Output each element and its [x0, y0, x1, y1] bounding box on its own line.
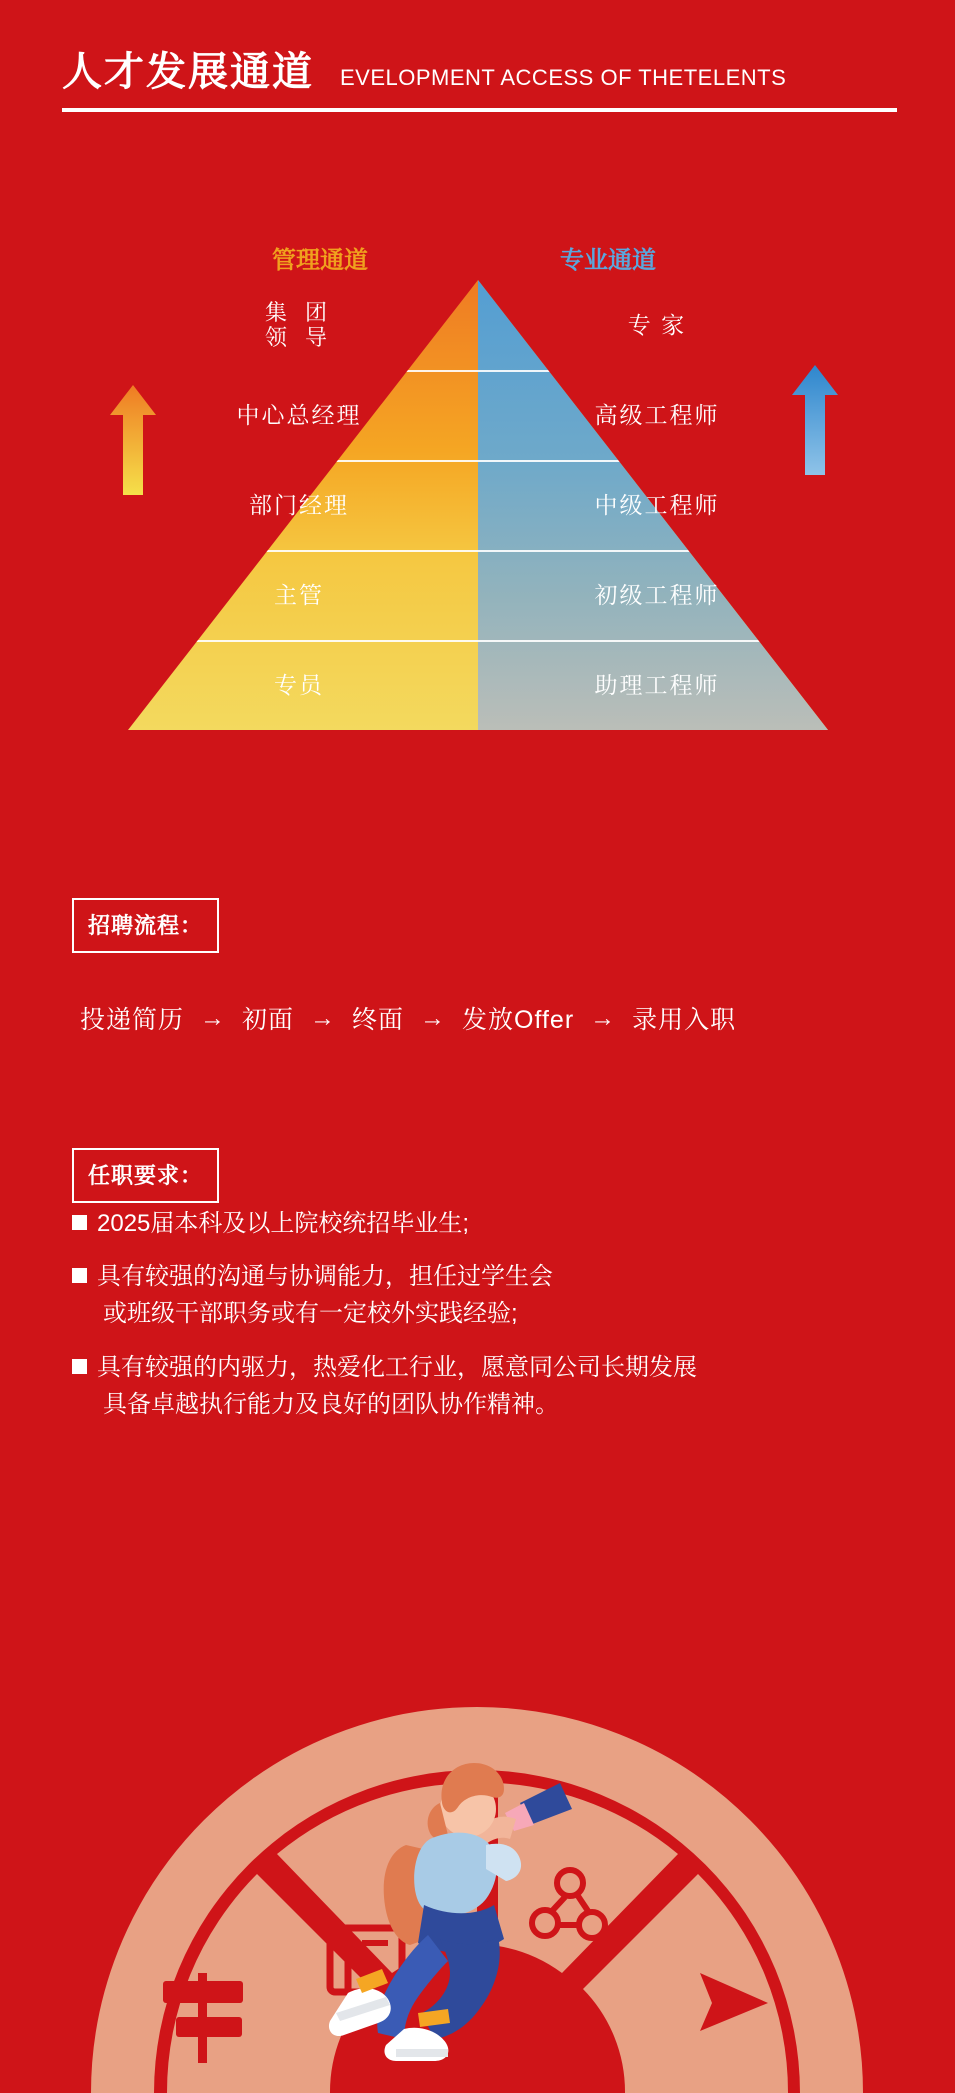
recruit-process-flow: [80, 1000, 910, 1036]
requirement-line2: 或班级干部职务或有一定校外实践经验;: [103, 1300, 518, 1328]
flow-step-2: 初面: [242, 1006, 295, 1034]
tier-5-right: 助理工程师: [594, 671, 720, 698]
list-item: [72, 1205, 912, 1242]
requirements-heading: 任职要求：: [72, 1148, 219, 1203]
flow-arrow-icon: →: [310, 1003, 337, 1032]
recruit-process-heading: 招聘流程：: [72, 898, 219, 953]
flow-arrow-icon: →: [420, 1003, 447, 1032]
flow-step-5: 录用入职: [632, 1006, 737, 1034]
tier-3-right: 中级工程师: [594, 491, 720, 518]
pyramid-row: [128, 640, 828, 730]
tier-3-left: 部门经理: [249, 491, 349, 518]
pyramid-row: [128, 370, 828, 460]
requirement-text: [97, 1205, 469, 1242]
poster-header: [62, 52, 897, 112]
pyramid-graphic: [128, 280, 828, 730]
tier-1-left: [128, 300, 478, 351]
requirement-line1: 2025届本科及以上院校统招毕业生;: [97, 1210, 470, 1237]
flow-arrow-icon: →: [590, 1003, 617, 1032]
management-channel-label: 管理通道: [272, 247, 368, 274]
flow-step-3: 终面: [352, 1006, 405, 1034]
tier-1-left-line2: 领 导: [264, 325, 334, 350]
requirement-line1: 具有较强的沟通与协调能力，担任过学生会: [97, 1263, 553, 1291]
pyramid-row: [128, 550, 828, 640]
requirement-line1: 具有较强的内驱力，热爱化工行业，愿意同公司长期发展: [97, 1353, 697, 1381]
requirement-text: [97, 1258, 553, 1332]
bullet-square-icon: [72, 1359, 87, 1374]
bullet-square-icon: [72, 1268, 87, 1283]
requirement-line2: 具备卓越执行能力及良好的团队协作精神。: [103, 1390, 559, 1418]
list-item: [72, 1258, 912, 1332]
tier-5-left: 专员: [274, 671, 324, 698]
flow-step-1: 投递简历: [80, 1006, 185, 1034]
tier-1-left-line1: 集 团: [264, 299, 334, 325]
career-pyramid-section: [0, 230, 955, 790]
bottom-illustration: [0, 1473, 955, 2093]
page-title: 人才发展通道: [62, 50, 314, 94]
pyramid-row: [128, 280, 828, 370]
flow-step-4: 发放Offer: [462, 1006, 575, 1034]
tier-2-left: 中心总经理: [236, 401, 362, 428]
flow-arrow-icon: →: [200, 1003, 227, 1032]
tier-4-right: 初级工程师: [594, 581, 720, 608]
header-title-row: [62, 52, 897, 92]
professional-channel-label: 专业通道: [560, 247, 656, 274]
tier-2-right: 高级工程师: [594, 401, 720, 428]
tier-4-left: 主管: [274, 581, 324, 608]
list-item: [72, 1349, 912, 1423]
header-divider: [62, 108, 897, 112]
requirements-list: [72, 1205, 912, 1439]
page-subtitle-en: EVELOPMENT ACCESS OF THETELENTS: [340, 65, 787, 90]
bullet-square-icon: [72, 1215, 87, 1230]
pyramid-row: [128, 460, 828, 550]
requirement-text: [97, 1349, 697, 1423]
pyramid-row-separators: [128, 280, 828, 730]
tier-1-right: 专 家: [627, 311, 687, 338]
